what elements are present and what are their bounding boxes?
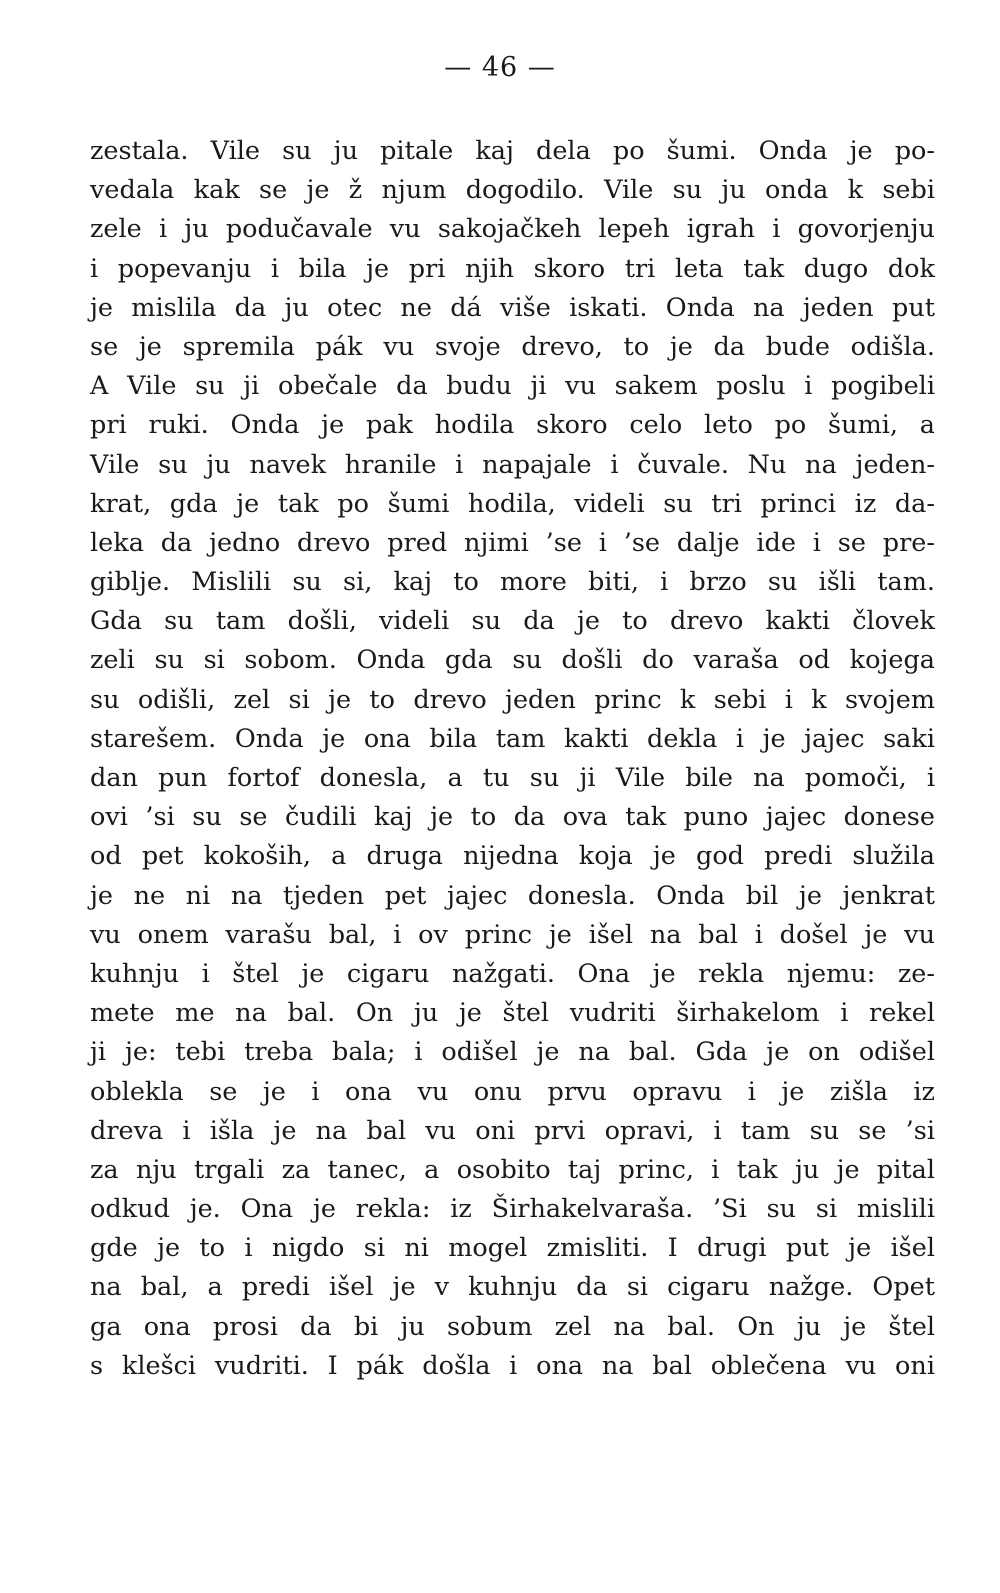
text-line: dan pun fortof donesla, a tu su ji Vile bile na pomoči, i bbox=[90, 763, 935, 793]
text-line: Gda su tam došli, videli su da je to drevo kakti človek bbox=[90, 606, 935, 637]
text-line: je mislila da ju otec ne dá više iskati. Onda na jeden put bbox=[90, 292, 935, 323]
text-line: zele i ju podučavale vu sakojačkeh lepeh igrah i govorjenju bbox=[90, 214, 935, 245]
text-line: mete me na bal. On ju je štel vudriti širhakelom i rekel bbox=[90, 998, 935, 1029]
text-line: vu onem varašu bal, i ov princ je išel na bal i došel je vu bbox=[90, 919, 935, 950]
text-line: oblekla se je i ona vu onu prvu opravu i je zišla iz bbox=[90, 1076, 935, 1107]
text-line: se je spremila pák vu svoje drevo, to je da bude odišla. bbox=[90, 331, 935, 362]
text-line: odkud je. Ona je rekla: iz Širhakelvaraša. ’Si su si mislili bbox=[90, 1194, 935, 1225]
text-line: zestala. Vile su ju pitale kaj dela po šumi. Onda je po- bbox=[90, 136, 935, 166]
text-line: na bal, a predi išel je v kuhnju da si cigaru nažge. Opet bbox=[90, 1272, 935, 1303]
text-line: od pet kokoših, a druga nijedna koja je god predi služila bbox=[90, 841, 935, 872]
text-line: s klešci vudriti. I pák došla i ona na bal oblečena vu oni bbox=[90, 1350, 935, 1381]
text-line: gde je to i nigdo si ni mogel zmisliti. I drugi put je išel bbox=[90, 1233, 935, 1264]
text-line: ga ona prosi da bi ju sobum zel na bal. On ju je štel bbox=[90, 1311, 935, 1342]
text-line: kuhnju i štel je cigaru nažgati. Ona je rekla njemu: ze- bbox=[90, 958, 935, 989]
text-line: krat, gda je tak po šumi hodila, videli su tri princi iz da- bbox=[90, 488, 935, 519]
text-line: ovi ’si su se čudili kaj je to da ova tak puno jajec donese bbox=[90, 802, 935, 833]
text-line: zeli su si sobom. Onda gda su došli do varaša od kojega bbox=[90, 645, 935, 676]
body-text bbox=[90, 132, 935, 1386]
text-line: su odišli, zel si je to drevo jeden princ k sebi i k svojem bbox=[90, 684, 935, 715]
text-line: za nju trgali za tanec, a osobito taj princ, i tak ju je pital bbox=[90, 1154, 935, 1185]
text-line: leka da jedno drevo pred njimi ’se i ’se dalje ide i se pre- bbox=[90, 527, 935, 558]
text-line: A Vile su ji obečale da budu ji vu sakem poslu i pogibeli bbox=[90, 371, 935, 402]
text-line: je ne ni na tjeden pet jajec donesla. Onda bil je jenkrat bbox=[90, 880, 935, 911]
text-line: dreva i išla je na bal vu oni prvi opravi, i tam su se ’si bbox=[90, 1115, 935, 1146]
text-line: ji je: tebi treba bala; i odišel je na bal. Gda je on odišel bbox=[90, 1037, 935, 1068]
text-line: Vile su ju navek hranile i napajale i čuvale. Nu na jeden- bbox=[90, 449, 935, 480]
page-number: — 46 — bbox=[444, 52, 556, 83]
text-line: vedala kak se je ž njum dogodilo. Vile su ju onda k sebi bbox=[90, 175, 935, 206]
text-line: pri ruki. Onda je pak hodila skoro celo leto po šumi, a bbox=[90, 410, 935, 441]
text-line: i popevanju i bila je pri njih skoro tri leta tak dugo dok bbox=[90, 253, 935, 284]
text-line: giblje. Mislili su si, kaj to more biti, i brzo su išli tam. bbox=[90, 567, 935, 598]
text-line: starešem. Onda je ona bila tam kakti dekla i je jajec saki bbox=[90, 723, 935, 754]
